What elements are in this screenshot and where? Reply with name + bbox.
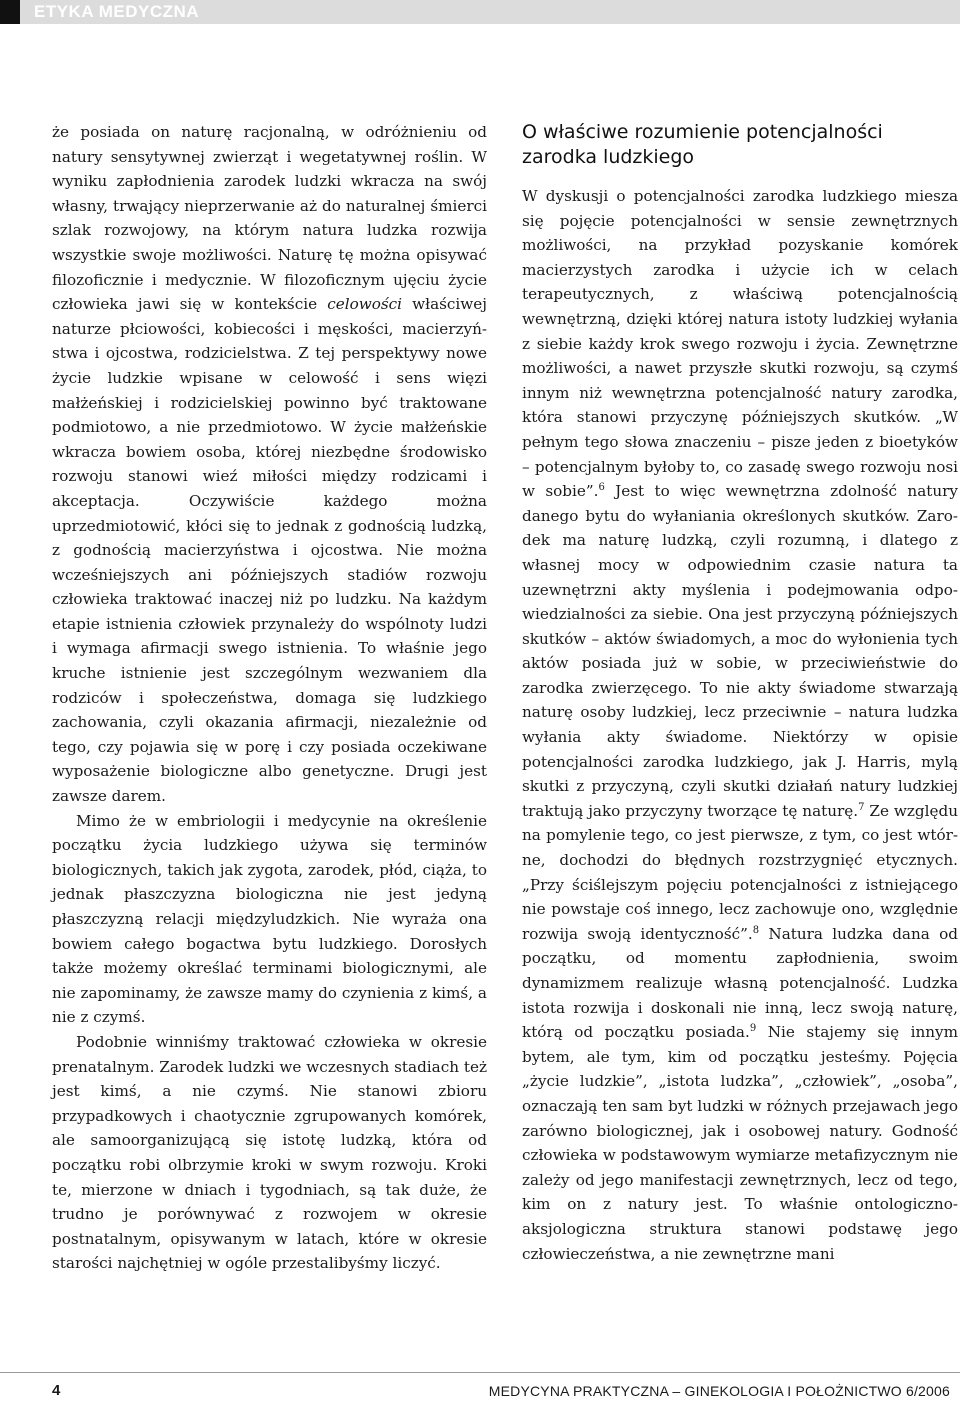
text-run: że posiada on naturę racjonalną, w odróżnieniu od natury sensytywnej zwierząt i wegetatywnej roślin. W wyniku zapłodnienia zarodek ludzki wkracza na swój własny, trwający nieprzerwanie aż do naturalnej śmierci szlak rozwojowy, na którym natura ludzka rozwija wszystkie swoje możliwości. Naturę tę można opisywać filozoficznie i medycznie. W filozoficznym ujęciu życie człowieka jawi się w kontekście <box>52 123 487 314</box>
paragraph <box>522 184 958 1266</box>
left-column <box>52 120 487 1276</box>
footnote-ref: 8 <box>752 924 760 936</box>
footnote-ref: 9 <box>749 1023 757 1035</box>
journal-title: MEDYCYNA PRAKTYCZNA – GINEKOLOGIA I POŁOŻNICTWO 6/2006 <box>488 1383 950 1399</box>
right-column <box>522 120 958 1266</box>
text-run: W dyskusji o potencjalności zarodka ludzkiego miesza się pojęcie potencjalności w sensie zewnętrznych możliwości, na przykład pozyskanie komórek macierzystych zarodka i użycie ich w celach terapeutycznych, z właściwą potencjalnością wewnętrzną, dzięki której natura istoty ludzkiej wyłania z siebie każdy krok swego rozwoju i życia. Zewnętrzne możliwości, a nawet przyszłe skutki rozwoju, są czymś innym niż wewnętrzna potencjalność natury zarodka, która stanowi przyczynę późniejszych skutków. „W pełnym tego słowa znaczeniu – pisze jeden z bioetyków – potencjalnym byłoby to, co zasadę swego rozwoju nosi w sobie”. <box>522 187 958 501</box>
text-run: właściwej naturze płciowości, kobiecości i męskości, macierzyństwa i ojcostwa, rodzicielstwa. Z tej perspektywy nowe życie ludzkie wpisane w celowość i sens więzi małżeńskiej i rodzicielskiej powinno być traktowane podmiotowo, a nie przedmiotowo. W życie małżeńskie wkracza bowiem osoba, której niezbędne środowisko rozwoju stanowi wieź miłości między rodzicami i akceptacja. Oczywiście każdego można uprzedmiotowić, kłóci się to jednak z godnością ludzką, z godnością macierzyństwa i ojcostwa. Nie można wcześniejszych ani późniejszych stadiów rozwoju człowieka traktować inaczej niż po ludzku. Na każdym etapie istnienia człowiek przynależy do wspólnoty ludzi i wymaga afirmacji swego istnienia. To właśnie jego kruche istnienie jest szczególnym wezwaniem dla rodziców i społeczeństwa, domaga się ludzkiego zachowania, czyli okazania afirmacji, niezależnie od tego, czy pojawia się w porę i czy posiada oczekiwane wyposażenie biologiczne albo genetyczne. Drugi jest zawsze darem. <box>52 295 487 806</box>
paragraph: Podobnie winniśmy traktować człowieka w okresie prenatalnym. Zarodek ludzki we wczesnych stadiach też jest kimś, a nie czymś. Nie stanowi zbioru przypadkowych i chaotycznie zgrupowanych komórek, ale samoorganizującą się istotę ludzką, która od początku robi olbrzymie kroki w swym rozwoju. Kroki te, mierzone w dniach i tygodniach, są tak duże, że trudno je porównywać z rozwojem w okresie postnatalnym, opisywanym w latach, które w okresie starości najchętniej w ogóle przestalibyśmy liczyć. <box>52 1032 487 1273</box>
paragraph <box>52 120 487 809</box>
section-title: ETYKA MEDYCZNA <box>34 2 200 21</box>
footnote-ref: 7 <box>858 801 865 813</box>
page-number: 4 <box>52 1382 61 1399</box>
emphasis-text: celowości <box>327 295 403 314</box>
text-run: Ze względu na pomylenie tego, co jest pierwsze, z tym, co jest wtórne, dochodzi do błędnych rozstrzygnięć etycznych. „Przy ściślejszym pojęciu potencjalności z istniejącego nie powstaje coś innego, lecz zachowuje ono, względnie rozwija swoją identyczność”. <box>522 801 958 943</box>
text-run: Natura ludzka dana od początku, od momentu zapłodnienia, swoim dynamizmem realizuje własną potencjalność. Ludzka istota rozwija i doskonali nie inną, lecz swoją naturę, którą od początku posiada. <box>522 924 958 1042</box>
footer-rule <box>0 1372 960 1373</box>
header-marker <box>0 0 20 24</box>
text-run: Nie stajemy się innym bytem, ale tym, kim od początku jesteśmy. Pojęcia „życie ludzkie”, „istota ludzka”, „człowiek”, „osoba”, oznaczają ten sam byt ludzki w różnych przejawach jego zarówno biologicznej, jak i osobowej natury. Godność człowieka w podstawowym wymiarze metafizycznym nie zależy od jego manifestacji zewnętrznych, lecz od tego, kim on z natury jest. To właśnie ontologiczno-aksjologiczna struktura stanowi podstawę jego człowieczeństwa, a nie zewnętrzne mani <box>522 1023 958 1263</box>
header-bar <box>0 0 960 24</box>
text-run: Jest to więc wewnętrzna zdolność natury danego bytu do wyłaniania określonych skutków. Zarodek ma naturę ludzką, czyli rozumną, i dlatego z własnej mocy w odpowiednim czasie natura ta uzewnętrzni akty myślenia i podejmowania odpowiedzialności za siebie. Ona jest przyczyną późniejszych skutków – aktów świadomych, a moc do wyłonienia tych aktów posiada już w sobie, w przeciwieństwie do zarodka zwierzęcego. To nie akty świadome stwarzają naturę osoby ludzkiej, lecz przeciwnie – natura ludzka wyłania akty świadome. Niektórzy w opisie potencjalności zarodka ludzkiego, jak J. Harris, mylą skutki z przyczyną, czyli skutki działań natury ludzkiej traktują jako przyczyny tworzące tę naturę. <box>522 482 958 820</box>
footnote-ref: 6 <box>598 482 605 494</box>
section-heading: O właściwe rozumienie potencjalności zarodka ludzkiego <box>522 121 883 168</box>
paragraph: Mimo że w embriologii i medycynie na określenie początku życia ludzkiego używa się terminów biologicznych, takich jak zygota, zarodek, płód, ciąża, to jednak płaszczyzna biologiczna nie jest jedyną płaszczyzną relacji międzyludzkich. Nie wyraża ona bowiem całego bogactwa bytu ludzkiego. Dorosłych także możemy określać terminami biologicznymi, ale nie zapominamy, że zawsze mamy do czynienia z kimś, a nie z czymś. <box>52 811 487 1027</box>
